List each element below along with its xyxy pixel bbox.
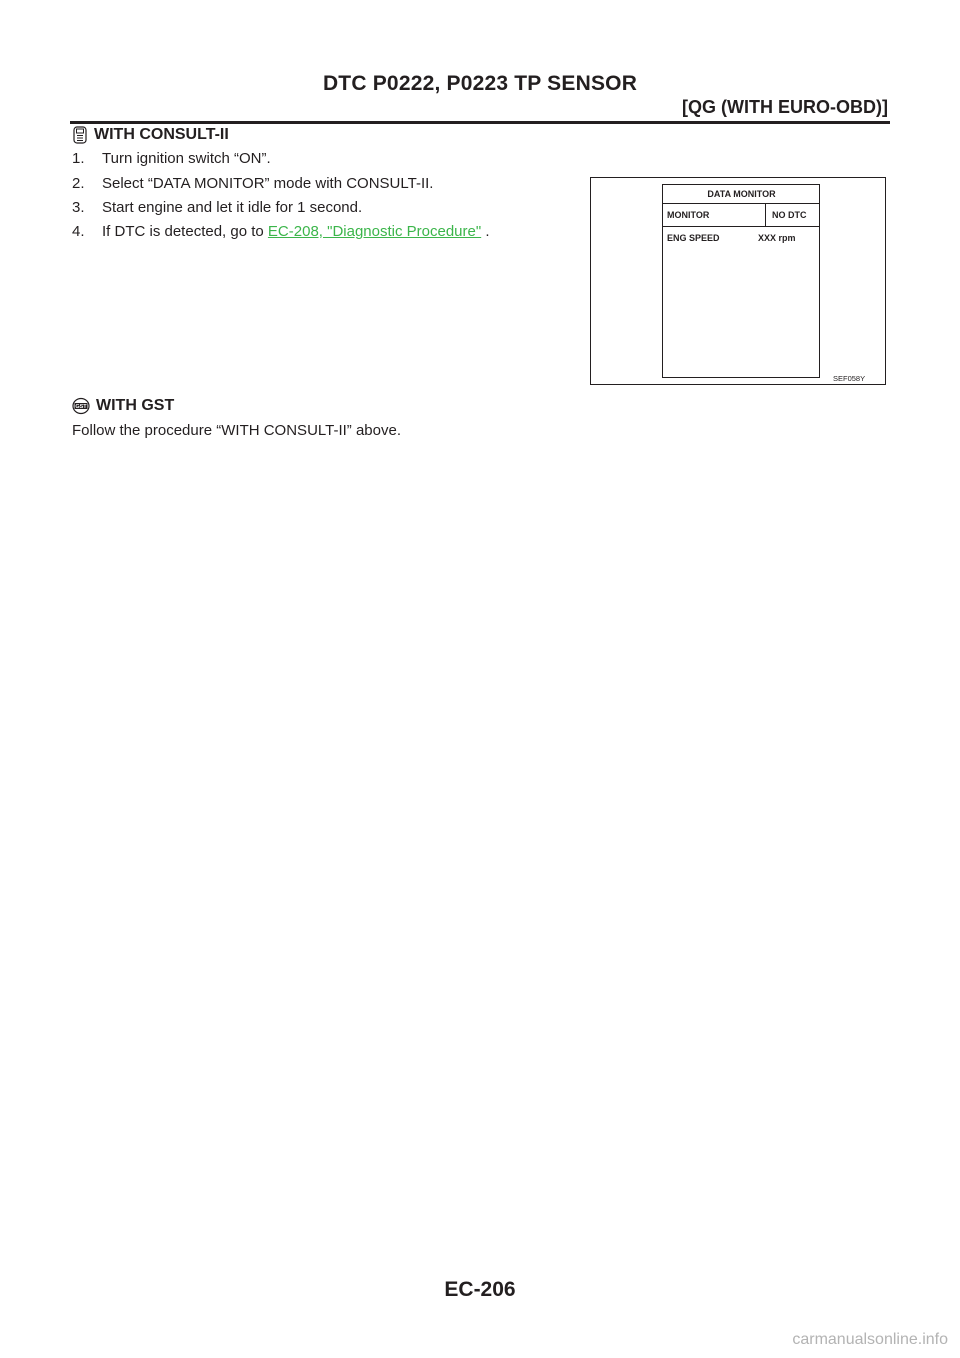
consult-heading: WITH CONSULT-II: [94, 126, 229, 143]
screen-divider: [663, 203, 820, 204]
page-subtitle: [QG (WITH EURO-OBD)]: [682, 97, 888, 117]
screen-divider: [765, 203, 766, 226]
eng-speed-value: XXX rpm: [758, 233, 796, 243]
consult-icon: [72, 126, 88, 144]
figure-id: SEF058Y: [833, 374, 866, 383]
eng-speed-label: ENG SPEED: [667, 233, 720, 243]
watermark: carmanualsonline.info: [792, 1331, 948, 1348]
gst-section-heading: [72, 397, 174, 415]
monitor-column-label: MONITOR: [667, 210, 710, 220]
no-dtc-label: NO DTC: [772, 210, 807, 220]
gst-instruction: Follow the procedure “WITH CONSULT-II” above.: [72, 422, 401, 439]
list-item: 4. If DTC is detected, go to EC-208, "Diagnostic Procedure" .: [72, 223, 490, 240]
consult-section-heading: [72, 126, 229, 144]
list-item: 3. Start engine and let it idle for 1 second.: [72, 199, 363, 216]
gst-icon: [72, 397, 90, 415]
page-number: EC-206: [444, 1278, 516, 1301]
list-item: 2. Select “DATA MONITOR” mode with CONSULT-II.: [72, 175, 434, 192]
svg-text:GST: GST: [75, 404, 87, 410]
gst-heading: WITH GST: [96, 397, 175, 414]
page-title: DTC P0222, P0223 TP SENSOR: [322, 72, 638, 95]
screen-divider: [663, 226, 820, 227]
header-divider: [70, 121, 890, 124]
list-item: 1. Turn ignition switch “ON”.: [72, 150, 271, 167]
diagnostic-procedure-link[interactable]: EC-208, "Diagnostic Procedure": [267, 223, 482, 240]
screen-title: DATA MONITOR: [707, 189, 776, 199]
